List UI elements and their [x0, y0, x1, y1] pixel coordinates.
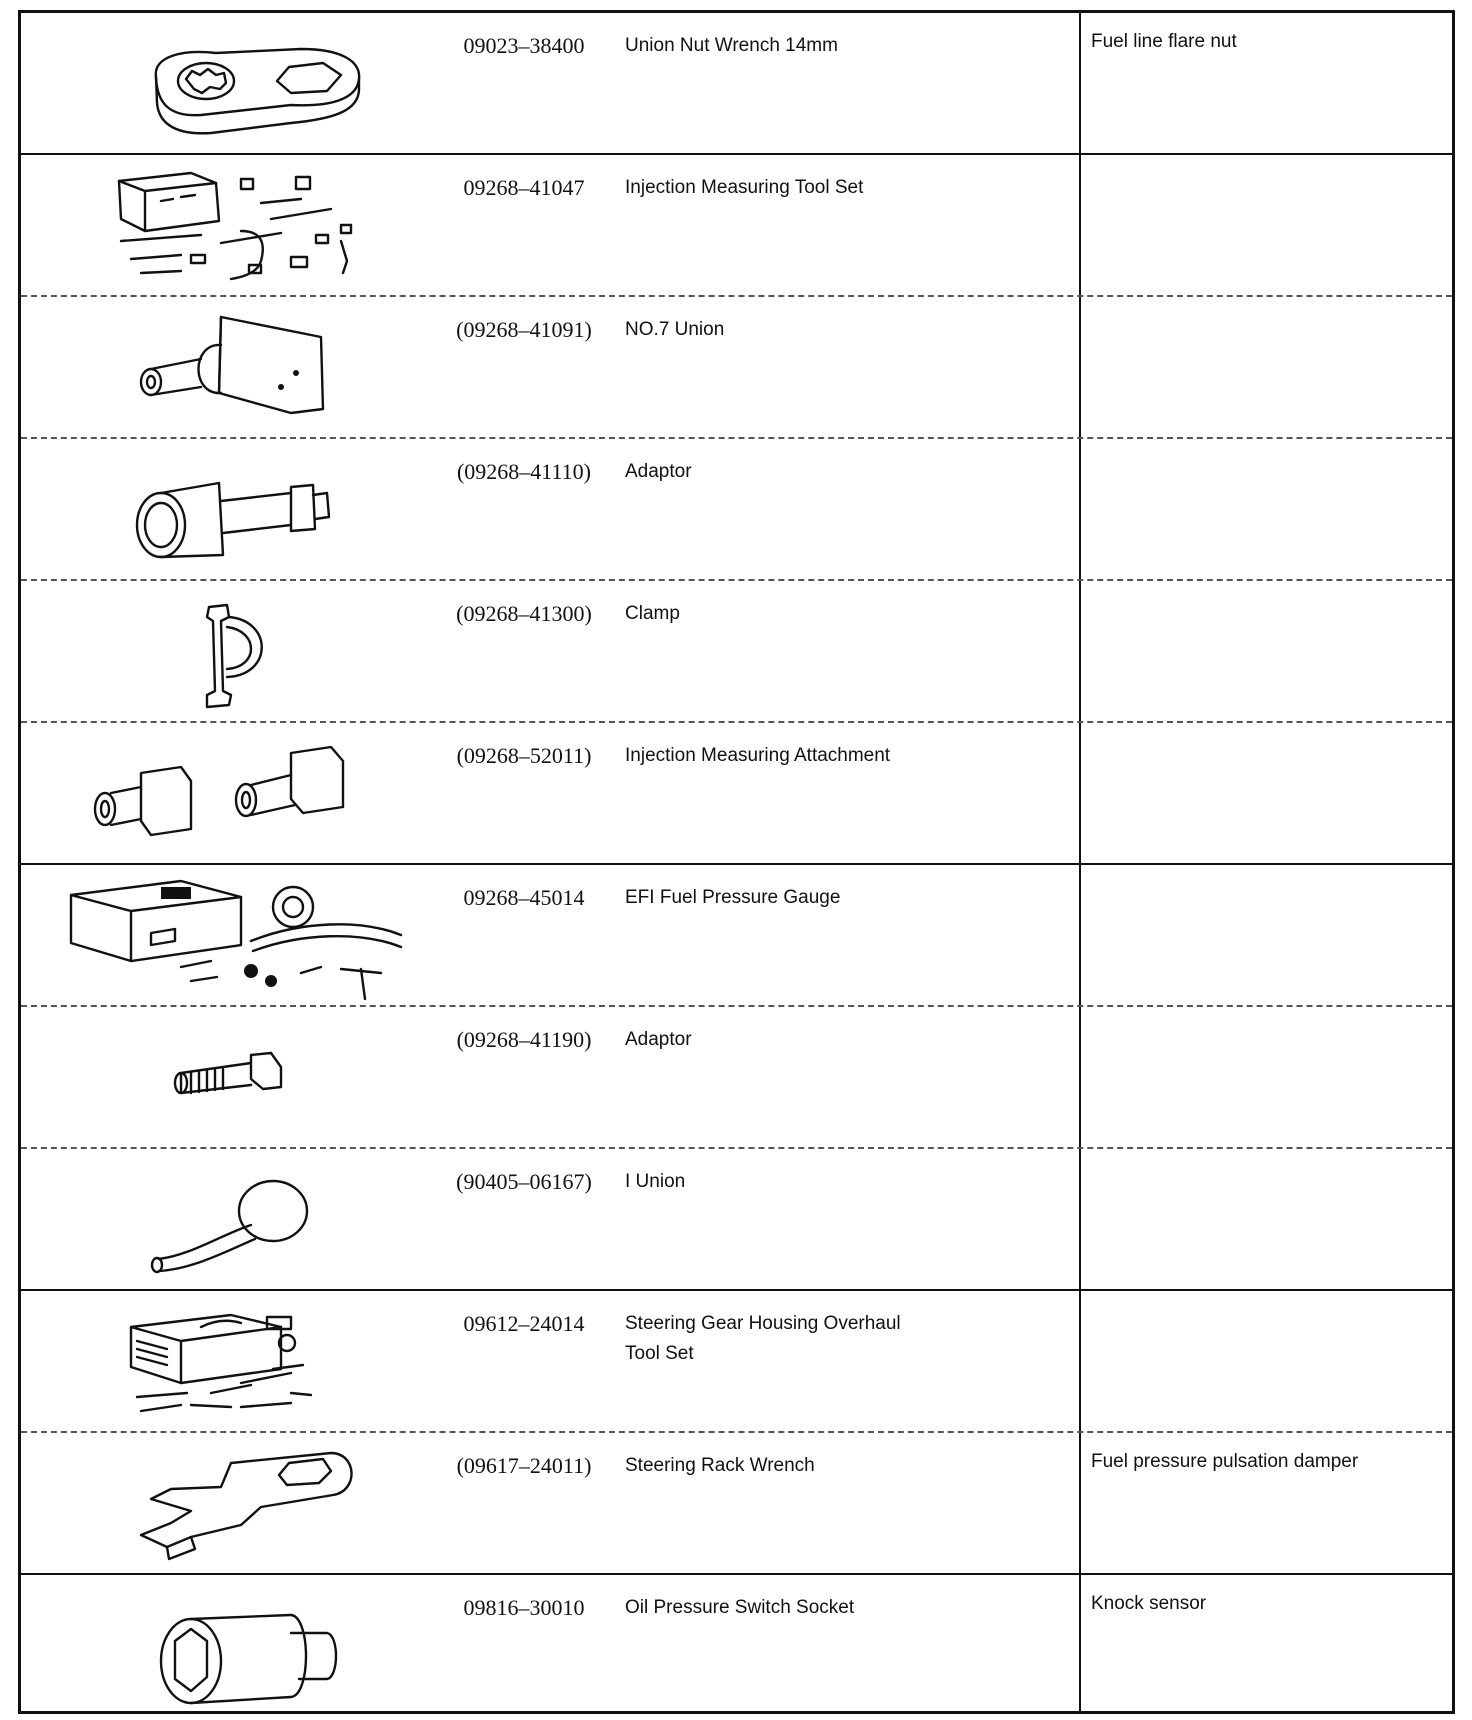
- usage-note: Fuel pressure pulsation damper: [1091, 1451, 1359, 1472]
- overhaul-tool-set-icon: [41, 1297, 421, 1427]
- bolt-adaptor-icon: [41, 1013, 421, 1143]
- table-row: [21, 581, 1452, 723]
- tool-name: [625, 1451, 1055, 1481]
- tool-name: [625, 457, 1055, 487]
- tool-name-line: Tool Set: [625, 1343, 694, 1364]
- tool-set-case-icon: [41, 161, 421, 291]
- part-number: 09816–30010: [463, 1595, 585, 1620]
- adaptor-icon: [41, 445, 421, 575]
- measuring-attachment-icon: [41, 729, 421, 859]
- rack-wrench-icon: [41, 1439, 421, 1569]
- tool-name-line: Injection Measuring Tool Set: [625, 177, 864, 198]
- part-number: (09268–52011): [456, 743, 592, 768]
- special-service-tools-table: [18, 10, 1455, 1714]
- table-row: [21, 297, 1452, 439]
- union-nut-wrench-icon: [41, 19, 421, 149]
- table-row: [21, 865, 1452, 1007]
- usage-note: Fuel line flare nut: [1091, 31, 1237, 52]
- table-row: [21, 155, 1452, 297]
- table-row: [21, 1149, 1452, 1291]
- tool-name: [625, 1167, 1055, 1197]
- tool-name-line: Steering Rack Wrench: [625, 1455, 815, 1476]
- tool-name-line: NO.7 Union: [625, 319, 725, 340]
- part-number: (09268–41091): [456, 317, 592, 342]
- usage-note: Knock sensor: [1091, 1593, 1207, 1614]
- clamp-icon: [41, 587, 421, 717]
- tool-name-line: Adaptor: [625, 461, 692, 482]
- table-row: [21, 13, 1452, 155]
- tool-name: [625, 315, 1055, 345]
- table-row: [21, 1433, 1452, 1575]
- table-row: [21, 439, 1452, 581]
- part-number: 09268–45014: [463, 885, 585, 910]
- tool-name: [625, 31, 1055, 61]
- part-number: 09612–24014: [463, 1311, 585, 1336]
- tool-name-line: I Union: [625, 1171, 686, 1192]
- tool-name: [625, 741, 1055, 771]
- tool-name-line: Steering Gear Housing Overhaul: [625, 1313, 901, 1334]
- part-number: (09268–41300): [456, 601, 592, 626]
- pressure-gauge-kit-icon: [41, 871, 421, 1001]
- tool-name: [625, 883, 1055, 913]
- union-fitting-icon: [41, 303, 421, 433]
- table-row: [21, 723, 1452, 865]
- part-number: (09617–24011): [456, 1453, 592, 1478]
- table-row: [21, 1007, 1452, 1149]
- tool-name: [625, 1025, 1055, 1055]
- tool-name-line: Oil Pressure Switch Socket: [625, 1597, 855, 1618]
- tool-name-line: Clamp: [625, 603, 680, 624]
- part-number: (09268–41190): [456, 1027, 592, 1052]
- table-row: [21, 1575, 1452, 1717]
- table-row: [21, 1291, 1452, 1433]
- tool-name-line: Injection Measuring Attachment: [625, 745, 891, 766]
- tool-name: [625, 599, 1055, 629]
- tool-name: [625, 1309, 1055, 1369]
- part-number: (90405–06167): [456, 1169, 592, 1194]
- tool-name-line: Adaptor: [625, 1029, 692, 1050]
- part-number: (09268–41110): [456, 459, 592, 484]
- tool-name: [625, 1593, 1055, 1623]
- part-number: 09268–41047: [463, 175, 585, 200]
- eye-union-icon: [41, 1155, 421, 1285]
- socket-icon: [41, 1581, 421, 1711]
- tool-name-line: EFI Fuel Pressure Gauge: [625, 887, 841, 908]
- part-number: 09023–38400: [463, 33, 585, 58]
- tool-name: [625, 173, 1055, 203]
- tool-name-line: Union Nut Wrench 14mm: [625, 35, 838, 56]
